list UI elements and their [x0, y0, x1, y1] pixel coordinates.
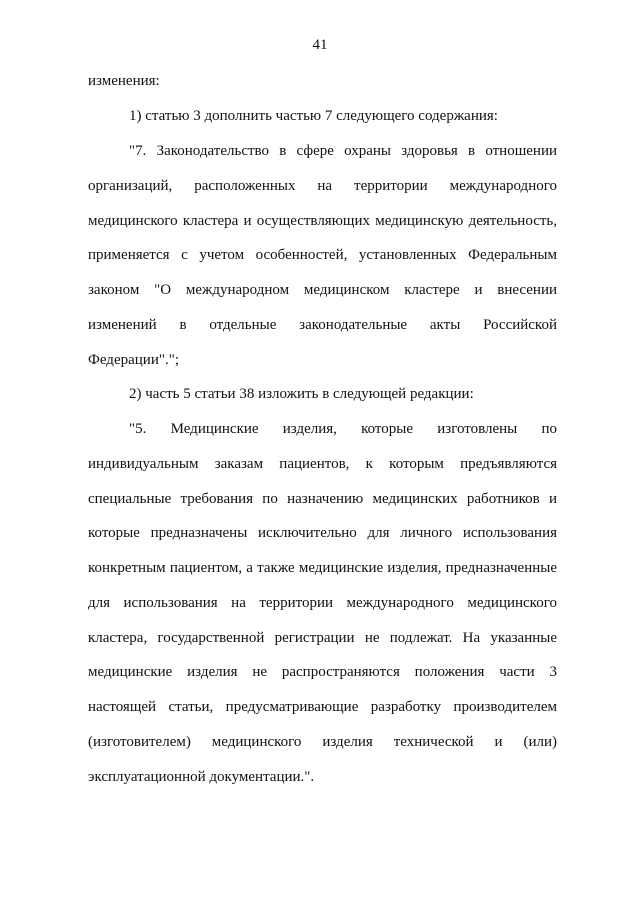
text-line-15: конкретным пациентом, а также медицинские изделия, предназначенные	[88, 560, 557, 576]
text-line-8: изменений в отдельные законодательные акты Российской	[88, 317, 557, 333]
text-line-21: эксплуатационной документации.".	[88, 769, 315, 785]
text-line-20: (изготовителем) медицинского изделия технической и (или)	[88, 734, 557, 750]
text-line-13: специальные требования по назначению медицинских работников и	[88, 491, 557, 507]
text-line-19: настоящей статьи, предусматривающие разработку производителем	[88, 699, 557, 715]
text-line-9: Федерации".";	[88, 352, 180, 368]
text-line-12: индивидуальным заказам пациентов, к которым предъявляются	[88, 456, 557, 472]
text-line-16: для использования на территории международного медицинского	[88, 595, 557, 611]
text-line-18: медицинские изделия не распространяются положения части 3	[88, 664, 557, 680]
text-line-6: применяется с учетом особенностей, установленных Федеральным	[88, 247, 557, 263]
text-line-4: организаций, расположенных на территории международного	[88, 178, 557, 194]
text-line-5: медицинского кластера и осуществляющих медицинскую деятельность,	[88, 213, 557, 229]
text-line-14: которые предназначены исключительно для личного использования	[88, 525, 557, 541]
text-line-17: кластера, государственной регистрации не подлежат. На указанные	[88, 630, 557, 646]
text-line-3: "7. Законодательство в сфере охраны здоровья в отношении	[129, 143, 557, 159]
text-line-2: 1) статью 3 дополнить частью 7 следующего содержания:	[129, 108, 498, 124]
text-line-11: "5. Медицинские изделия, которые изготовлены по	[129, 421, 557, 437]
text-line-7: законом "О международном медицинском кластере и внесении	[88, 282, 557, 298]
text-line-1: изменения:	[88, 73, 160, 89]
text-line-10: 2) часть 5 статьи 38 изложить в следующей редакции:	[129, 386, 474, 402]
page-number: 41	[312, 37, 328, 53]
